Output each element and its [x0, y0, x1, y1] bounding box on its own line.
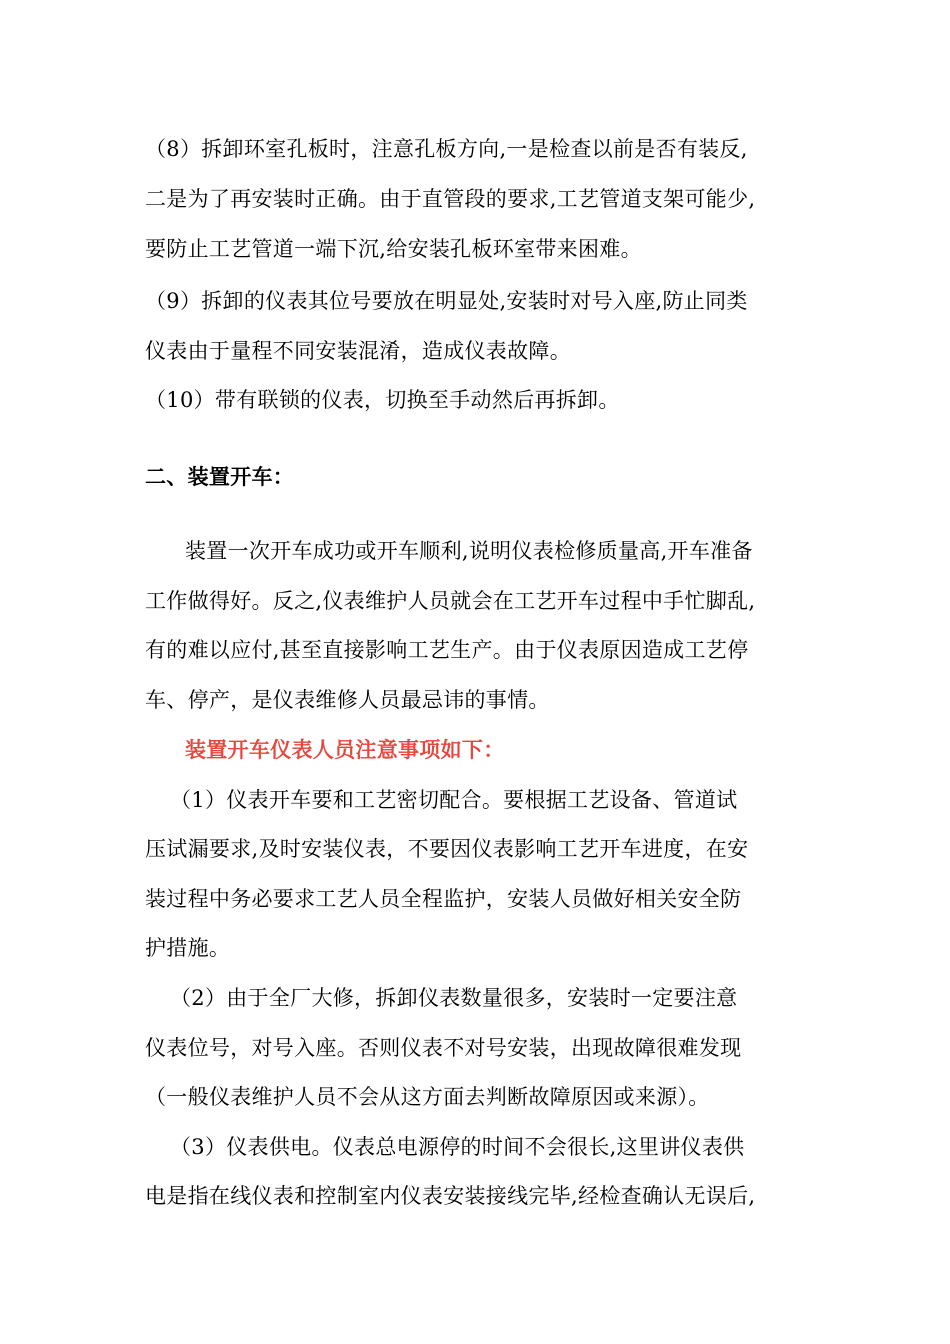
point3-line1: （3）仪表供电。仪表总电源停的时间不会很长,这里讲仪表供: [170, 1135, 745, 1159]
item8-line3: 要防止工艺管道一端下沉,给安装孔板环室带来困难。: [145, 237, 642, 261]
point1-line1: （1）仪表开车要和工艺密切配合。要根据工艺设备、管道试: [170, 788, 738, 812]
item10-line1: （10）带有联锁的仪表，切换至手动然后再拆卸。: [145, 388, 620, 412]
notice-subheading: 装置开车仪表人员注意事项如下：: [185, 738, 505, 762]
item8-line2: 二是为了再安装时正确。由于直管段的要求,工艺管道支架可能少,: [145, 187, 756, 211]
section2-heading: 二、装置开车：: [145, 465, 295, 489]
point3-line2: 电是指在线仪表和控制室内仪表安装接线完毕,经检查确认无误后,: [145, 1184, 756, 1208]
intro-line1: 装置一次开车成功或开车顺利,说明仪表检修质量高,开车准备: [185, 539, 753, 563]
intro-line4: 车、停产，是仪表维修人员最忌讳的事情。: [145, 688, 550, 712]
point1-line3: 装过程中务必要求工艺人员全程监护，安装人员做好相关安全防: [145, 887, 742, 911]
point2-line3: （一般仪表维护人员不会从这方面去判断故障原因或来源）。: [145, 1085, 710, 1109]
intro-line2: 工作做得好。反之,仪表维护人员就会在工艺开车过程中手忙脚乱,: [145, 589, 756, 613]
point2-line1: （2）由于全厂大修，拆卸仪表数量很多，安装时一定要注意: [170, 986, 738, 1010]
point2-line2: 仪表位号，对号入座。否则仪表不对号安装，出现故障很难发现: [145, 1036, 742, 1060]
point1-line4: 护措施。: [145, 936, 231, 960]
intro-line3: 有的难以应付,甚至直接影响工艺生产。由于仪表原因造成工艺停: [145, 638, 749, 662]
item9-line2: 仪表由于量程不同安装混淆，造成仪表故障。: [145, 339, 571, 363]
item8-line1: （8）拆卸环室孔板时，注意孔板方向,一是检查以前是否有装反,: [145, 137, 748, 161]
item9-line1: （9）拆卸的仪表其位号要放在明显处,安装时对号入座,防止同类: [145, 289, 748, 313]
point1-line2: 压试漏要求,及时安装仪表，不要因仪表影响工艺开车进度，在安: [145, 837, 749, 861]
